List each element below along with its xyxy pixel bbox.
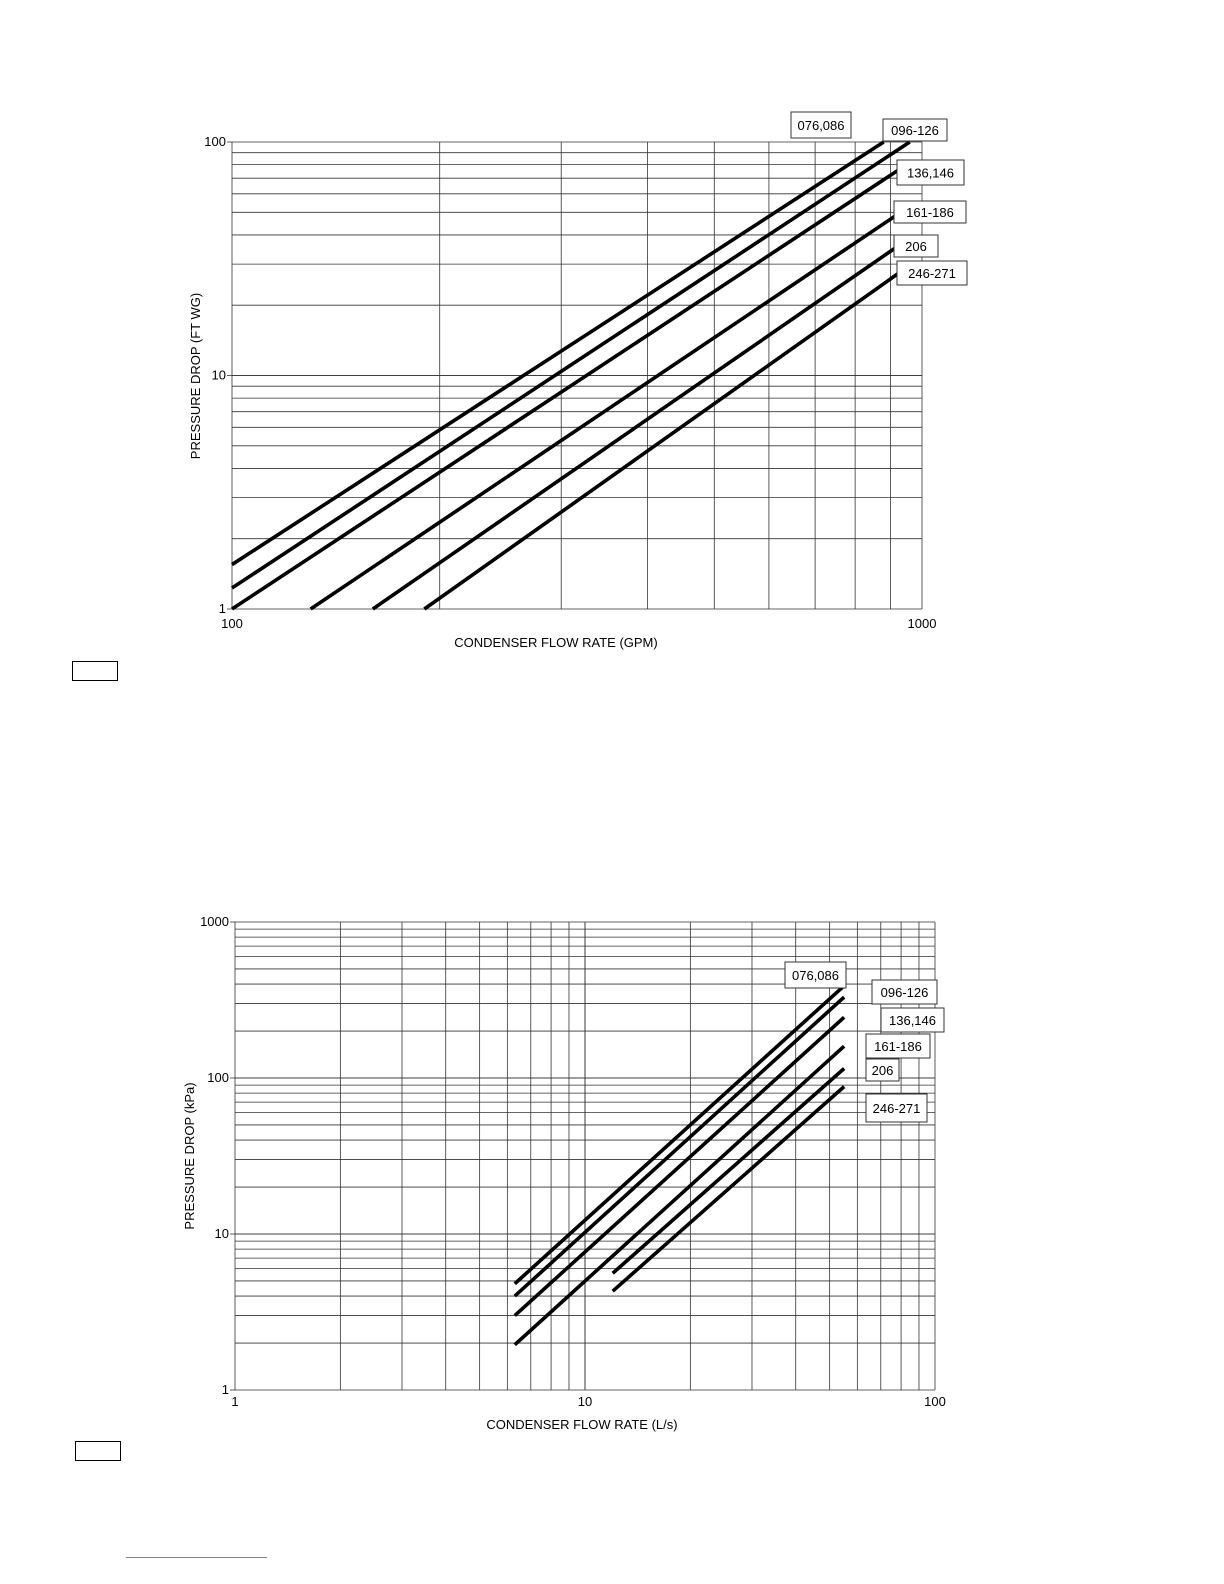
footer-rule <box>126 1557 267 1558</box>
pressure-drop-chart-gpm <box>0 0 1224 700</box>
series-label <box>866 1094 927 1122</box>
series-line-096-126 <box>515 997 844 1296</box>
series-label <box>883 119 947 141</box>
pressure-drop-chart-ls <box>0 780 1224 1460</box>
series-line-246-271 <box>613 1087 844 1292</box>
x-tick-label: 1 <box>231 1394 239 1409</box>
series-line-161-186 <box>515 1046 844 1345</box>
series-label <box>897 160 964 185</box>
series-label-text: 161-186 <box>906 205 954 220</box>
series-label-text: 136,146 <box>889 1013 936 1028</box>
series-label-text: 206 <box>905 239 927 254</box>
figure-caption-box <box>72 661 118 681</box>
y-tick-label: 1 <box>221 1382 229 1397</box>
series-label <box>897 261 967 285</box>
series-label-text: 206 <box>871 1063 894 1078</box>
series-label-text: 076,086 <box>792 968 839 983</box>
grid <box>235 922 935 1390</box>
series-label-text: 136,146 <box>907 165 954 181</box>
x-axis-label: CONDENSER FLOW RATE (L/s) <box>486 1417 678 1432</box>
series-label <box>881 1008 944 1032</box>
series-line-076-086 <box>515 986 844 1284</box>
y-tick-label: 10 <box>211 367 226 383</box>
figure-caption-box <box>75 1441 121 1461</box>
x-tick-label: 100 <box>924 1394 946 1409</box>
x-tick-label: 1000 <box>907 616 937 631</box>
series-label-text: 246-271 <box>872 1101 921 1116</box>
series-label <box>785 962 846 988</box>
y-tick-label: 1000 <box>200 914 229 929</box>
x-tick-label: 10 <box>577 1394 593 1409</box>
series-line-206 <box>373 240 907 609</box>
series-line-206 <box>613 1069 844 1274</box>
series-line-136-146 <box>515 1017 844 1315</box>
series-line-161-186 <box>311 208 907 609</box>
series-line-246-271 <box>424 268 906 609</box>
y-axis-label: PRESSURE DROP (kPa) <box>182 1082 197 1230</box>
series-label <box>872 980 937 1004</box>
series-label <box>894 235 938 257</box>
series-label <box>791 112 851 138</box>
series-label-text: 161-186 <box>874 1039 922 1054</box>
series-line-136-146 <box>232 165 907 609</box>
series-label <box>866 1034 930 1058</box>
series-label-text: 096-126 <box>880 985 929 1000</box>
series-label-text: 076,086 <box>797 118 845 133</box>
series-label-text: 096-126 <box>891 123 939 138</box>
y-axis-label: PRESSURE DROP (FT WG) <box>188 292 203 460</box>
series-label <box>866 1059 899 1081</box>
x-axis-label: CONDENSER FLOW RATE (GPM) <box>454 635 658 650</box>
y-tick-label: 10 <box>214 1226 229 1241</box>
series-label <box>894 201 966 223</box>
x-tick-label: 100 <box>221 616 243 631</box>
series-label-text: 246-271 <box>908 266 956 281</box>
y-tick-label: 1 <box>218 601 226 616</box>
y-tick-label: 100 <box>204 134 226 149</box>
series-line-096-126 <box>232 142 910 588</box>
y-tick-label: 100 <box>207 1070 229 1085</box>
